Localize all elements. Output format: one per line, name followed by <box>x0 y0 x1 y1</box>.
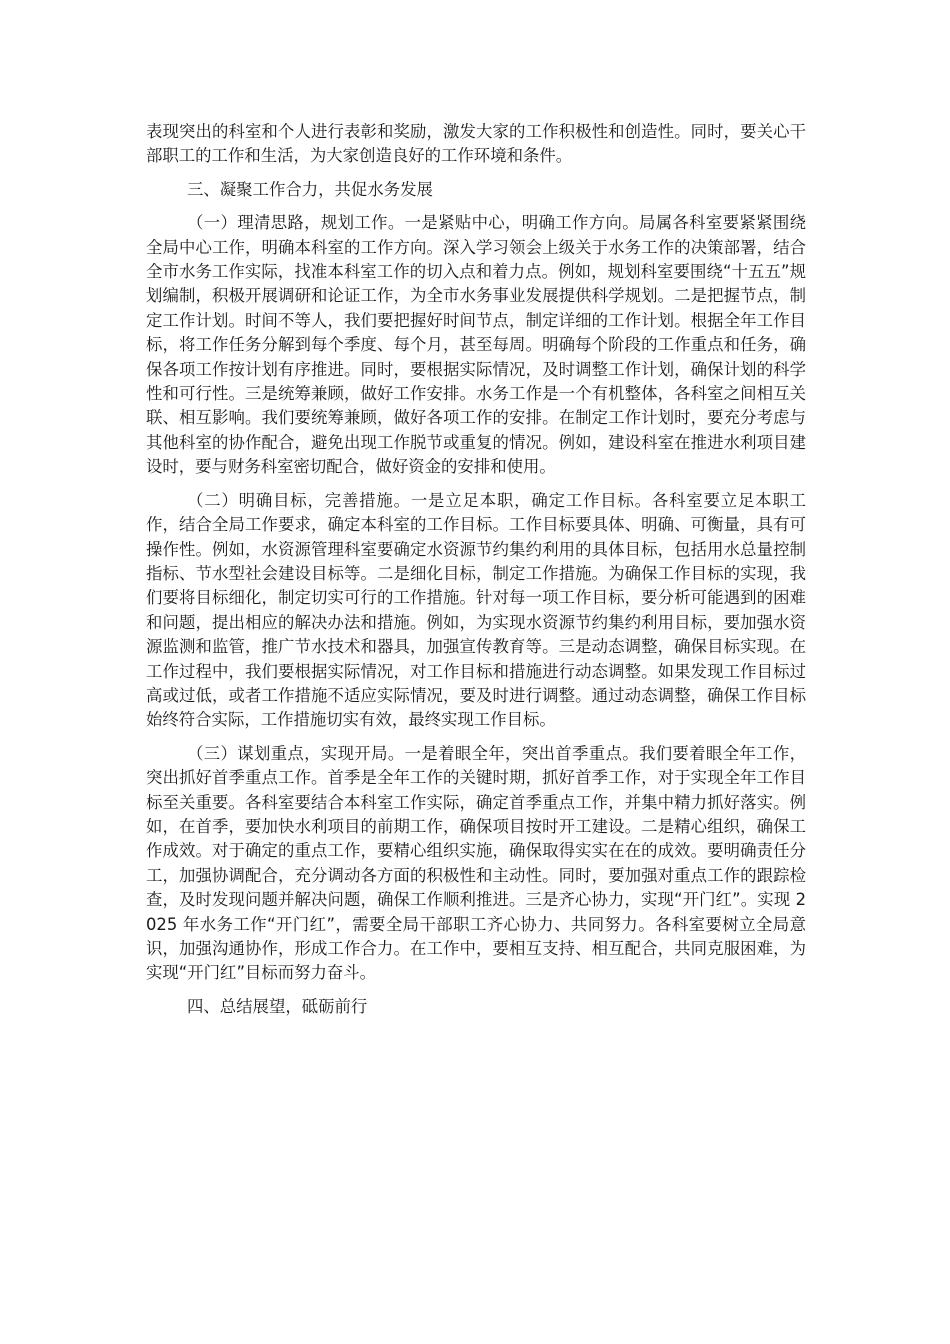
paragraph-item-1: （一）理清思路，规划工作。一是紧贴中心，明确工作方向。局属各科室要紧紧围绕全局中心工作，明确本科室的工作方向。深入学习领会上级关于水务工作的决策部署，结合全市水务工作实际，找准本科室工作的切入点和着力点。例如，规划科室要围绕“十五五”规划编制，积极开展调研和论证工作，为全市水务事业发展提供科学规划。二是把握节点，制定工作计划。时间不等人，我们要把握好时间节点，制定详细的工作计划。根据全年工作目标，将工作任务分解到每个季度、每个月，甚至每周。明确每个阶段的工作重点和任务，确保各项工作按计划有序推进。同时，要根据实际情况，及时调整工作计划，确保计划的科学性和可行性。三是统筹兼顾，做好工作安排。水务工作是一个有机整体，各科室之间相互关联、相互影响。我们要统筹兼顾，做好各项工作的安排。在制定工作计划时，要充分考虑与其他科室的协作配合，避免出现工作脱节或重复的情况。例如，建设科室在推进水利项目建设时，要与财务科室密切配合，做好资金的安排和使用。 <box>146 213 806 477</box>
paragraph-item-2: （二）明确目标，完善措施。一是立足本职，确定工作目标。各科室要立足本职工作，结合全局工作要求，确定本科室的工作目标。工作目标要具体、明确、可衡量，具有可操作性。例如，水资源管理科室要确定水资源节约集约利用的具体目标，包括用水总量控制指标、节水型社会建设目标等。二是细化目标，制定工作措施。为确保工作目标的实现，我们要将目标细化，制定切实可行的工作措施。针对每一项工作目标，要分析可能遇到的困难和问题，提出相应的解决办法和措施。例如，为实现水资源节约集约利用目标，要加强水资源监测和监管，推广节水技术和器具，加强宣传教育等。三是动态调整，确保目标实现。在工作过程中，我们要根据实际情况，对工作目标和措施进行动态调整。如果发现工作目标过高或过低，或者工作措施不适应实际情况，要及时进行调整。通过动态调整，确保工作目标始终符合实际，工作措施切实有效，最终实现工作目标。 <box>146 490 806 730</box>
document-page <box>146 120 806 1028</box>
paragraph-continuation: 表现突出的科室和个人进行表彰和奖励，激发大家的工作积极性和创造性。同时，要关心干部职工的工作和生活，为大家创造良好的工作环境和条件。 <box>146 122 806 166</box>
paragraph-item-3: （三）谋划重点，实现开局。一是着眼全年，突出首季重点。我们要着眼全年工作，突出抓好首季重点工作。首季是全年工作的关键时期，抓好首季工作，对于实现全年工作目标至关重要。各科室要结合本科室工作实际，确定首季重点工作，并集中精力抓好落实。例如，在首季，要加快水利项目的前期工作，确保项目按时开工建设。二是精心组织，确保工作成效。对于确定的重点工作，要精心组织实施，确保取得实实在在的成效。要明确责任分工，加强协调配合，充分调动各方面的积极性和主动性。同时，要加强对重点工作的跟踪检查，及时发现问题并解决问题，确保工作顺利推进。三是齐心协力，实现“开门红”。实现 2025 年水务工作“开门红”，需要全局干部职工齐心协力、共同努力。各科室要树立全局意识，加强沟通协作，形成工作合力。在工作中，要相互支持、相互配合，共同克服困难，为实现“开门红”目标而努力奋斗。 <box>146 743 806 983</box>
section-heading-4: 四、总结展望，砥砺前行 <box>187 996 368 1016</box>
section-heading-3: 三、凝聚工作合力，共促水务发展 <box>187 179 433 199</box>
